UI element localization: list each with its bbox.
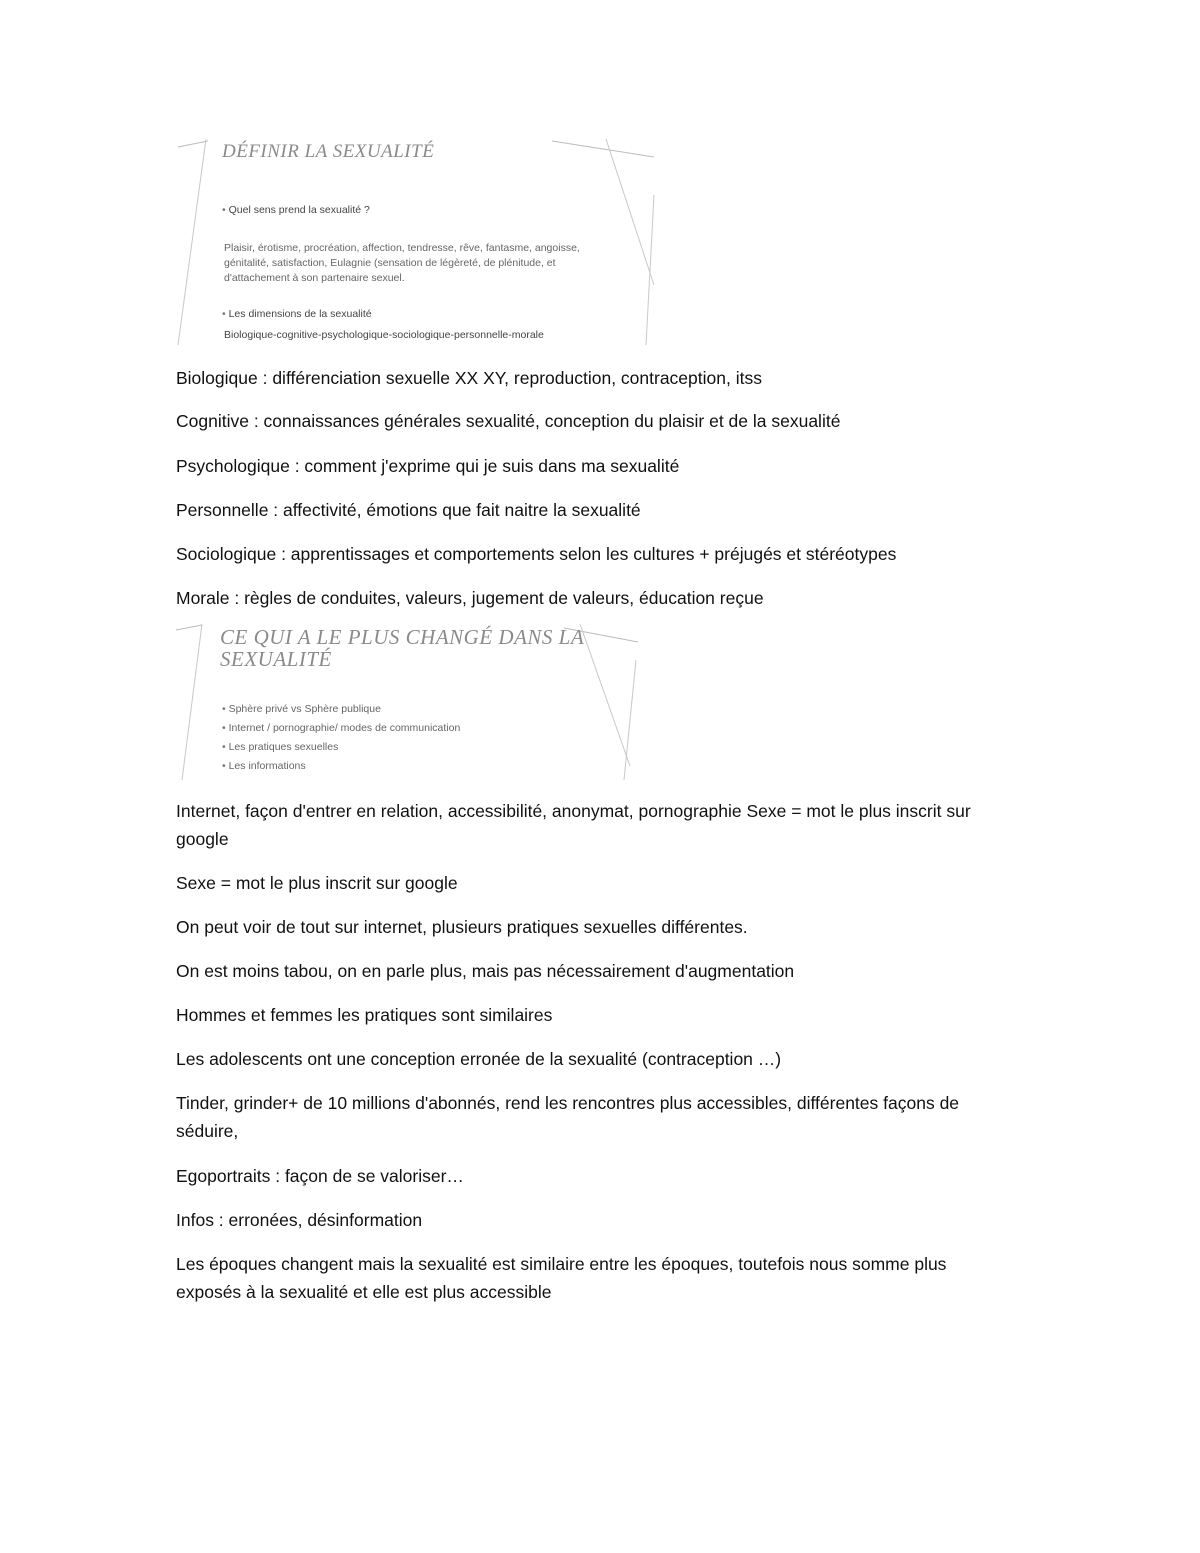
paragraph-sexe-mot: Sexe = mot le plus inscrit sur google [176,873,458,893]
paragraph-moins-tabou: On est moins tabou, on en parle plus, mais pas nécessairement d'augmentation [176,961,795,981]
slide1-title: DÉFINIR LA SEXUALITÉ [222,141,435,162]
slide2-bullet-pratiques: • Les pratiques sexuelles [222,740,338,755]
slide1-bullet-sens: • Quel sens prend la sexualité ? [222,203,370,218]
paragraph-biologique: Biologique : différenciation sexuelle XX XY, reproduction, contraception, itss [176,368,762,388]
paragraph-hommes-femmes: Hommes et femmes les pratiques sont similaires [176,1005,553,1025]
paragraph-sociologique: Sociologique : apprentissages et comportements selon les cultures + préjugés et stéréotypes [176,544,897,564]
slide2-bullet-sphere: • Sphère privé vs Sphère publique [222,702,381,717]
paragraph-adolescents: Les adolescents ont une conception erronée de la sexualité (contraception …) [176,1049,782,1069]
paragraph-infos: Infos : erronées, désinformation [176,1210,423,1230]
slide2-bullet-informations: • Les informations [222,759,306,774]
paragraph-cognitive: Cognitive : connaissances générales sexualité, conception du plaisir et de la sexualité [176,411,841,431]
paragraph-egoportraits: Egoportraits : façon de se valoriser… [176,1166,464,1186]
paragraph-epoques: Les époques changent mais la sexualité est similaire entre les époques, toutefois nous somme plus exposés à la sexualité et elle est plus accessible [176,1254,947,1302]
slide-image-definir-sexualite [172,135,658,347]
slide1-body-text: Plaisir, érotisme, procréation, affection, tendresse, rêve, fantasme, angoisse, génitalité, satisfaction, Eulagnie (sensation de légèreté, de plénitude, et d'attachement à son partenaire sexuel. [224,242,580,284]
slide2-bullet-internet: • Internet / pornographie/ modes de communication [222,721,460,736]
paragraph-psychologique: Psychologique : comment j'exprime qui je suis dans ma sexualité [176,456,680,476]
slide1-dimensions-text: Biologique-cognitive-psychologique-sociologique-personnelle-morale [224,329,544,341]
paragraph-personnelle: Personnelle : affectivité, émotions que fait naitre la sexualité [176,500,641,520]
slide2-title: CE QUI A LE PLUS CHANGÉ DANS LA SEXUALITÉ [220,625,584,671]
paragraph-morale: Morale : règles de conduites, valeurs, jugement de valeurs, éducation reçue [176,588,764,608]
paragraph-tinder: Tinder, grinder+ de 10 millions d'abonnés, rend les rencontres plus accessibles, différentes façons de séduire, [176,1093,960,1141]
slide1-bullet-dimensions: • Les dimensions de la sexualité [222,307,372,322]
paragraph-internet: Internet, façon d'entrer en relation, accessibilité, anonymat, pornographie Sexe = mot le plus inscrit sur google [176,801,971,849]
slide-image-ce-qui-a-change [172,620,642,782]
paragraph-voir-de-tout: On peut voir de tout sur internet, plusieurs pratiques sexuelles différentes. [176,917,748,937]
